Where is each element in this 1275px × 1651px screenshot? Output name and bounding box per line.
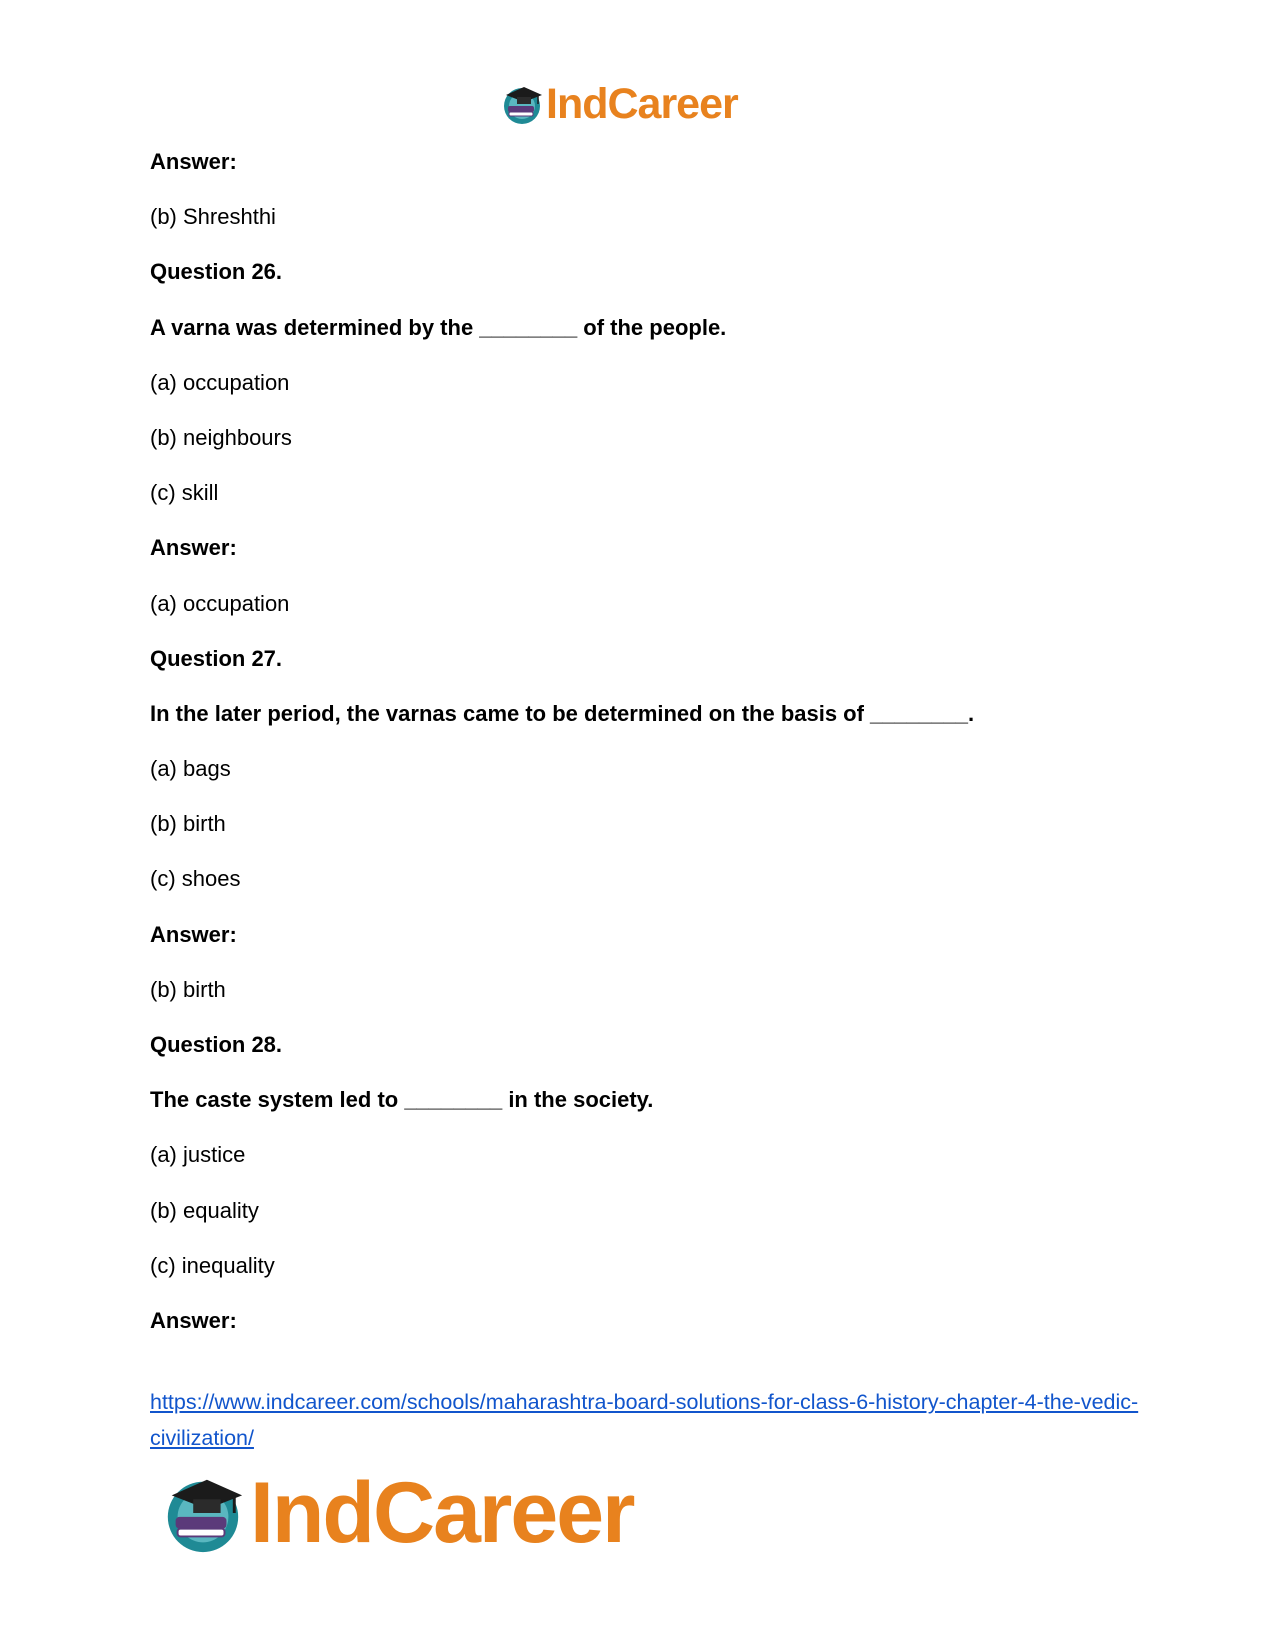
footer-logo: [160, 1464, 634, 1561]
option-text: (b) neighbours: [150, 424, 292, 450]
option-text: (a) occupation: [150, 590, 290, 616]
question-text: A varna was determined by the ________ of the people.: [150, 314, 727, 340]
graduation-cap-globe-icon: [500, 82, 544, 126]
answer-label: Answer:: [150, 535, 237, 561]
question-number: Question 27.: [150, 645, 283, 671]
header-logo: [500, 80, 738, 128]
footer-link-block: [150, 1384, 1140, 1456]
option-text: (c) skill: [150, 480, 219, 506]
option-text: (a) bags: [150, 756, 231, 782]
option-text: (b) birth: [150, 811, 226, 837]
document-body: [150, 142, 1140, 1356]
question-text: In the later period, the varnas came to be determined on the basis of ________.: [150, 700, 975, 726]
graduation-cap-globe-icon: [160, 1470, 246, 1556]
option-text: (b) Shreshthi: [150, 204, 276, 230]
answer-label: Answer:: [150, 921, 237, 947]
option-text: (b) birth: [150, 976, 226, 1002]
option-text: (c) shoes: [150, 866, 241, 892]
question-text: The caste system led to ________ in the society.: [150, 1087, 654, 1113]
option-text: (a) occupation: [150, 369, 290, 395]
footer-link[interactable]: https://www.indcareer.com/schools/maharashtra-board-solutions-for-class-6-history-chapter-4-the-vedic-civilization/: [150, 1390, 1139, 1450]
option-text: (c) inequality: [150, 1252, 275, 1278]
header-logo-text: IndCareer: [546, 79, 738, 128]
question-number: Question 28.: [150, 1032, 283, 1057]
answer-label: Answer:: [150, 1307, 237, 1333]
option-text: (a) justice: [150, 1142, 246, 1168]
answer-label: Answer:: [150, 149, 237, 174]
question-number: Question 26.: [150, 259, 283, 285]
option-text: (b) equality: [150, 1197, 259, 1223]
footer-logo-text: IndCareer: [250, 1464, 634, 1561]
